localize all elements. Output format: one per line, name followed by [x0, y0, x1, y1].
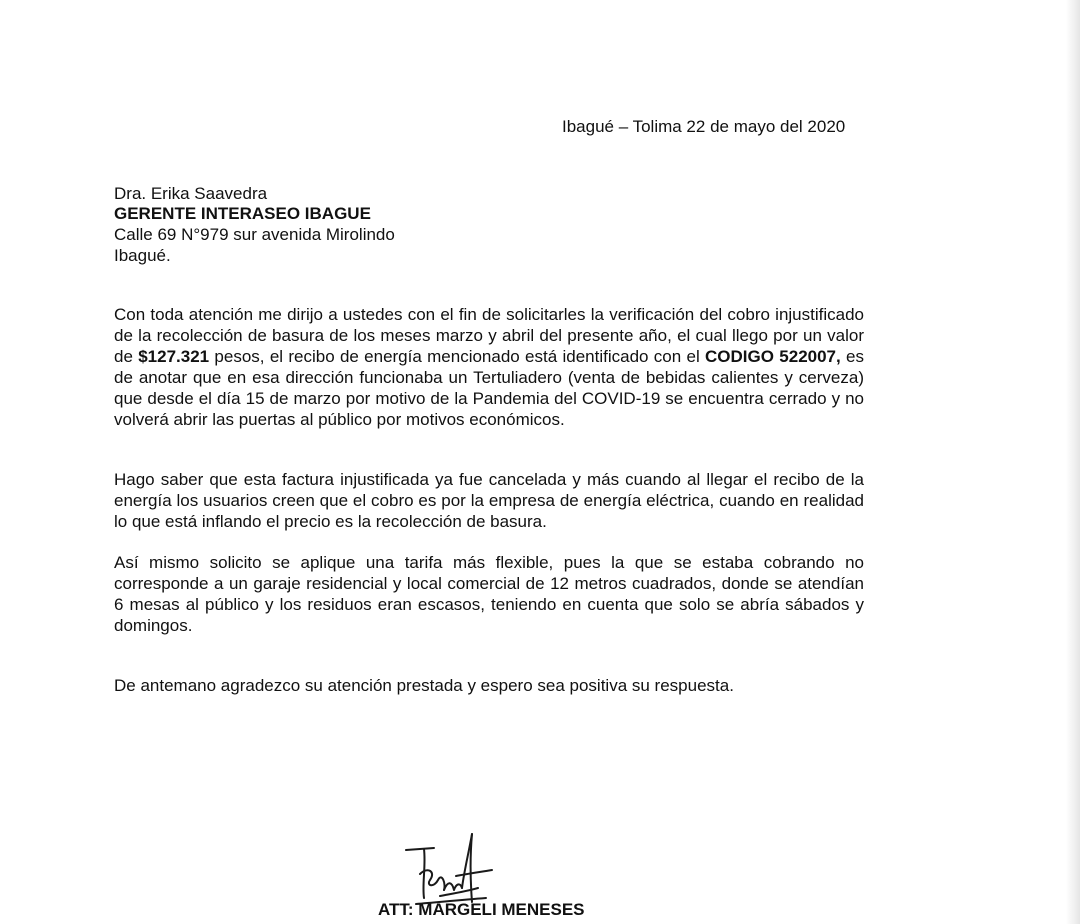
page-edge-shadow: [1066, 0, 1080, 924]
recipient-title: GERENTE INTERASEO IBAGUE: [114, 204, 371, 223]
closing-line: De antemano agradezco su atención prestada y espero sea positiva su respuesta.: [114, 676, 734, 695]
paragraph-1-text-c: es de anotar que en esa dirección funcionaba un Tertuliadero (venta de bebidas calientes y cerveza) que desde el día 15 de marzo por motivo de la Pandemia del COVID-19 se encuentra cerrado y no volverá abrir las puertas al público por motivos económicos.: [114, 347, 864, 429]
letter-dateline: Ibagué – Tolima 22 de mayo del 2020: [562, 117, 846, 136]
receipt-code: CODIGO 522007,: [705, 347, 841, 366]
charge-amount: $127.321: [138, 347, 210, 366]
signer-name: ATT: MARGELI MENESES: [378, 900, 585, 919]
recipient-address: Calle 69 N°979 sur avenida Mirolindo: [114, 225, 395, 244]
recipient-city: Ibagué.: [114, 246, 171, 265]
paragraph-1-text-a: Con toda atención me dirijo a ustedes con el fin de solicitarles la verificación del cobro injustificado de la recolección de basura de los meses marzo y abril del presente año, el cual llego por un valor de: [114, 305, 864, 366]
body-paragraph-2: Hago saber que esta factura injustificada ya fue cancelada y más cuando al llegar el recibo de la energía los usuarios creen que el cobro es por la empresa de energía eléctrica, cuando en realidad lo que está inflando el precio es la recolección de basura.: [114, 470, 864, 531]
paragraph-1-text-b: pesos, el recibo de energía mencionado está identificado con el: [209, 347, 706, 366]
body-paragraph-1: [114, 304, 864, 430]
recipient-name: Dra. Erika Saavedra: [114, 184, 268, 203]
body-paragraph-3: Así mismo solicito se aplique una tarifa más flexible, pues la que se estaba cobrando no corresponde a un garaje residencial y local comercial de 12 metros cuadrados, donde se atendían 6 mesas al público y los residuos eran escasos, teniendo en cuenta que solo se abría sábados y domingos.: [114, 553, 864, 635]
